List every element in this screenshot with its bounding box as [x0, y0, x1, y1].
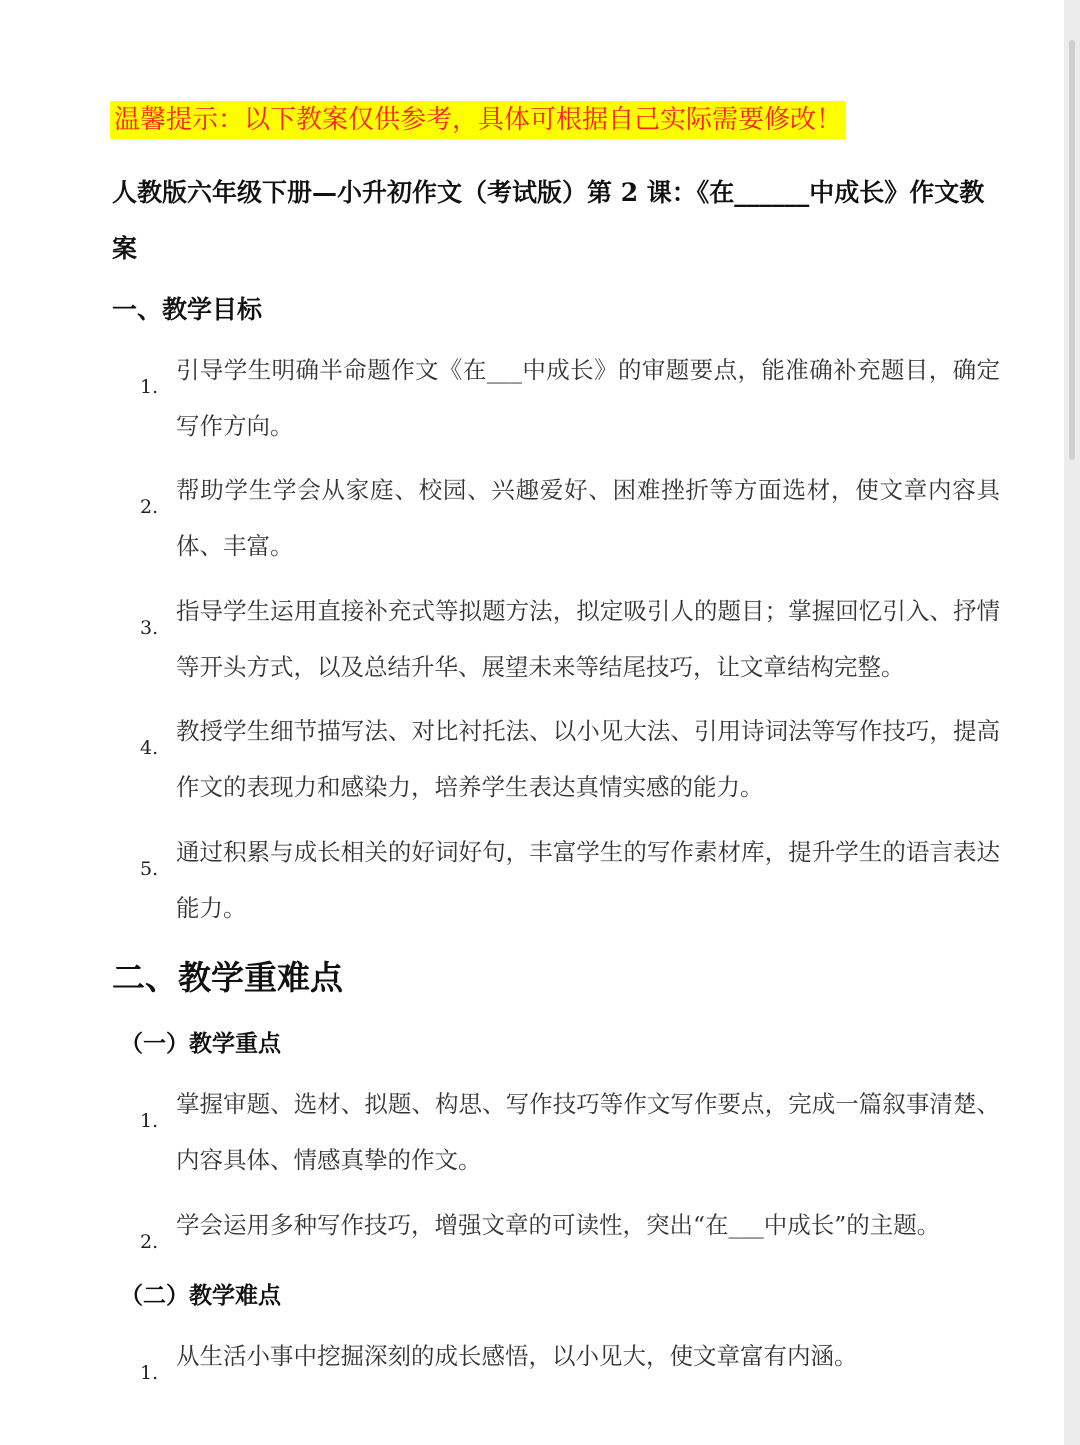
list-item-text: 掌握审题、选材、拟题、构思、写作技巧等作文写作要点，完成一篇叙事清楚、内容具体、情感真挚的作文。 — [176, 1090, 1000, 1174]
list-item — [140, 583, 1000, 695]
list-item-text: 指导学生运用直接补充式等拟题方法，拟定吸引人的题目；掌握回忆引入、抒情等开头方式，以及总结升华、展望未来等结尾技巧，让文章结构完整。 — [176, 597, 1000, 681]
list-item-text: 学会运用多种写作技巧，增强文章的可读性，突出“在___中成长”的主题。 — [176, 1211, 941, 1239]
list-item-number: 4. — [140, 737, 159, 759]
list-item-number: 1. — [140, 376, 159, 398]
list-item-number: 2. — [140, 1231, 159, 1253]
list-item-text: 教授学生细节描写法、对比衬托法、以小见大法、引用诗词法等写作技巧，提高作文的表现力和感染力，培养学生表达真情实感的能力。 — [176, 717, 1000, 801]
section-2-heading: 二、教学重难点 — [112, 958, 343, 997]
list-item-number: 2. — [140, 496, 159, 518]
list-item — [140, 1197, 1000, 1253]
list-item-text: 帮助学生学会从家庭、校园、兴趣爱好、困难挫折等方面选材，使文章内容具体、丰富。 — [176, 476, 1000, 560]
list-item-text: 通过积累与成长相关的好词好句，丰富学生的写作素材库，提升学生的语言表达能力。 — [176, 838, 1000, 922]
list-item-number: 1. — [140, 1362, 159, 1384]
scrollbar[interactable] — [1064, 0, 1080, 1445]
list-item — [140, 1076, 1000, 1188]
list-item-number: 5. — [140, 858, 159, 880]
list-item — [140, 342, 1000, 454]
subsection-1-heading: （一）教学重点 — [120, 1030, 281, 1057]
list-item — [140, 824, 1000, 936]
list-item-text: 从生活小事中挖掘深刻的成长感悟，以小见大，使文章富有内涵。 — [176, 1342, 858, 1370]
scrollbar-thumb[interactable] — [1069, 40, 1075, 460]
list-item — [140, 462, 1000, 574]
document-title: 人教版六年级下册—小升初作文（考试版）第 2 课：《在______中成长》作文教案 — [112, 178, 985, 263]
notice-banner: 温馨提示：以下教案仅供参考，具体可根据自己实际需要修改！ — [110, 101, 846, 139]
section-1-heading: 一、教学目标 — [112, 295, 263, 324]
list-item-text: 引导学生明确半命题作文《在___中成长》的审题要点，能准确补充题目，确定写作方向。 — [176, 356, 1000, 440]
subsection-2-heading: （二）教学难点 — [120, 1282, 281, 1309]
list-item-number: 1. — [140, 1110, 159, 1132]
list-item — [140, 703, 1000, 815]
list-item — [140, 1328, 1000, 1384]
list-item-number: 3. — [140, 617, 159, 639]
